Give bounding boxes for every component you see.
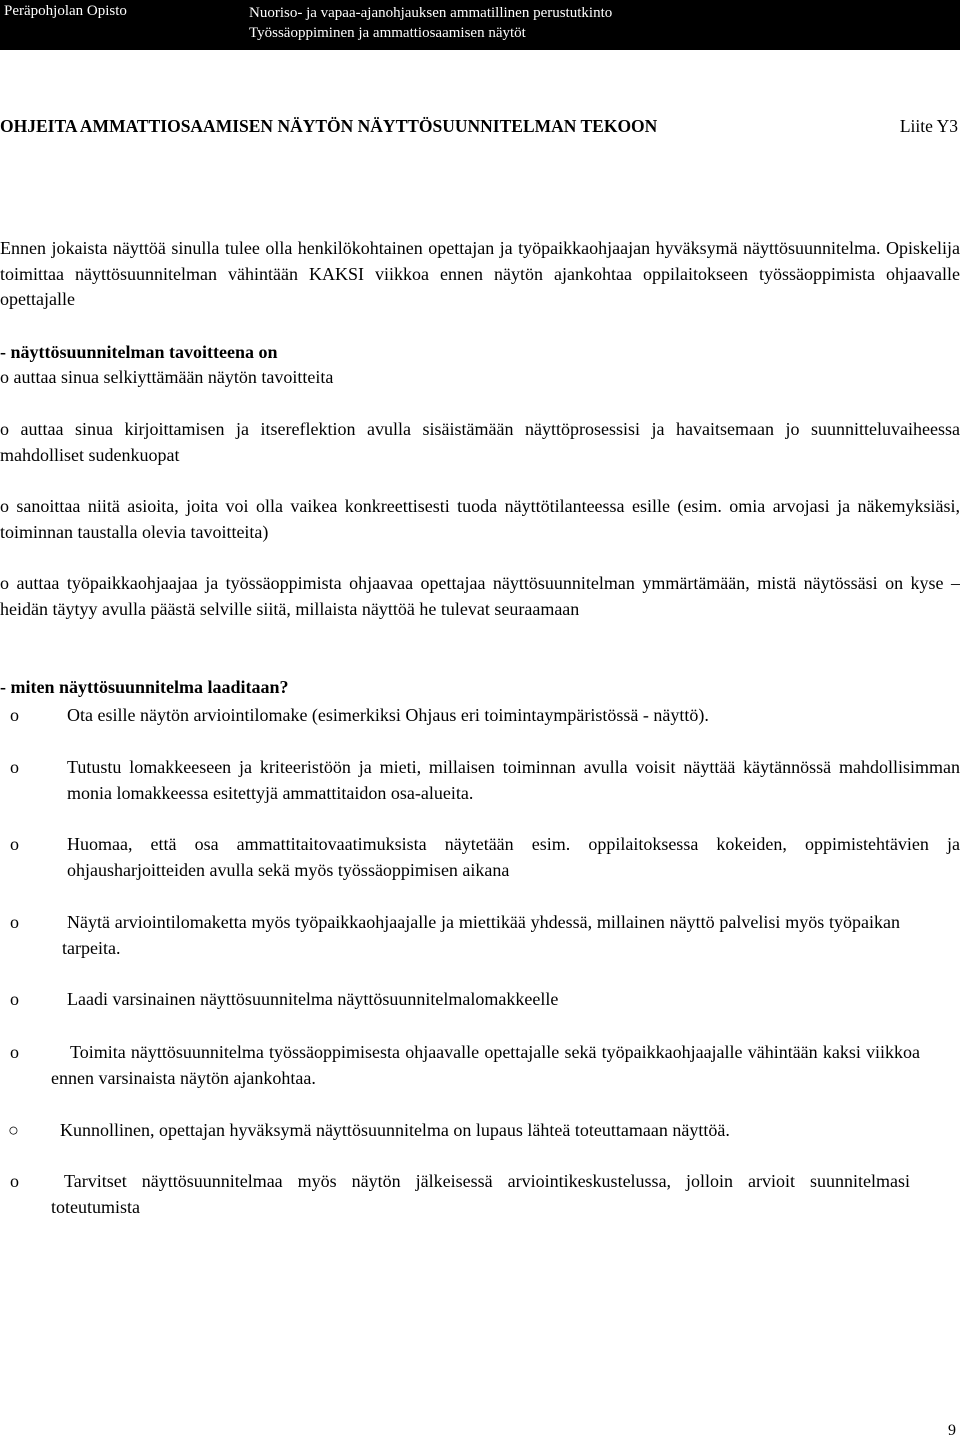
step-item [0, 909, 900, 961]
step-item [0, 1039, 920, 1091]
step-item [0, 1168, 910, 1220]
page-number: 9 [948, 1422, 956, 1439]
step-text: Ota esille näytön arviointilomake (esimerkiksi Ohjaus eri toimintaympäristössä - näyttö). [67, 705, 709, 725]
goal-item: o auttaa työpaikkaohjaajaa ja työssäoppimista ohjaavaa opettajaa näyttösuunnitelman ymmärtämään, mistä näytössäsi on kyse – heidän täytyy avulla päästä selville siitä, millaista näyttöä he tulevat seuraamaan [0, 573, 960, 619]
section1-heading: - näyttösuunnitelman tavoitteena on [0, 342, 278, 362]
step-item [0, 754, 960, 806]
header-course-info [249, 3, 612, 43]
header-organization: Peräpohjolan Opisto [4, 3, 127, 19]
bullet-marker: o [10, 989, 19, 1009]
page-header [0, 0, 960, 50]
header-subtitle: Työssäoppiminen ja ammattiosaamisen näytöt [249, 25, 526, 41]
header-degree: Nuoriso- ja vapaa-ajanohjauksen ammatillinen perustutkinto [249, 5, 613, 21]
step-item [0, 831, 960, 883]
step-text: Kunnollinen, opettajan hyväksymä näyttösuunnitelma on lupaus lähteä toteuttamaan näyttöä. [60, 1120, 730, 1140]
bullet-marker: o [10, 757, 19, 777]
intro-paragraph: Ennen jokaista näyttöä sinulla tulee olla henkilökohtainen opettajan ja työpaikkaohjaajan hyväksymä näyttösuunnitelma. Opiskelija toimittaa näyttösuunnitelman vähintään KAKSI viikkoa ennen näytön ajankohtaa oppilaitokseen työssäoppimista ohjaavalle opettajalle [0, 238, 960, 309]
bullet-marker: o [10, 834, 19, 854]
step-item [0, 986, 900, 1012]
step-item [0, 1117, 920, 1143]
step-text: Huomaa, että osa ammattitaitovaatimuksista näytetään esim. oppilaitoksessa kokeiden, oppimistehtävien ja ohjausharjoitteiden avulla sekä myös työssäoppimisen aikana [67, 834, 960, 880]
goal-item: o auttaa sinua kirjoittamisen ja itsereflektion avulla sisäistämään näyttöprosessisi ja havaitsemaan jo suunnitteluvaiheessa mahdolliset sudenkuopat [0, 419, 960, 465]
step-item [0, 702, 910, 728]
appendix-label: Liite Y3 [899, 116, 958, 136]
document-title: OHJEITA AMMATTIOSAAMISEN NÄYTÖN NÄYTTÖSUUNNITELMAN TEKOON [0, 116, 658, 136]
bullet-marker: o [10, 1171, 19, 1191]
step-text: Tarvitset näyttösuunnitelmaa myös näytön jälkeisessä arviointikeskustelussa, jolloin arvioit suunnitelmasi toteutumista [51, 1171, 910, 1217]
section2-heading: - miten näyttösuunnitelma laaditaan? [0, 677, 289, 697]
bullet-marker: o [10, 705, 19, 725]
bullet-marker: ○ [8, 1120, 19, 1140]
step-text: Laadi varsinainen näyttösuunnitelma näyttösuunnitelmalomakkeelle [67, 989, 559, 1009]
step-text: Tutustu lomakkeeseen ja kriteeristöön ja mieti, millaisen toiminnan avulla voisit näyttää käytännössä mahdollisimman monia lomakkeessa esitettyjä ammattitaidon osa-alueita. [67, 757, 960, 803]
step-text: Näytä arviointilomaketta myös työpaikkaohjaajalle ja miettikää yhdessä, millainen näyttö palvelisi myös työpaikan tarpeita. [62, 912, 900, 958]
bullet-marker: o [10, 1042, 19, 1062]
goal-item: o auttaa sinua selkiyttämään näytön tavoitteita [0, 367, 334, 387]
step-text: Toimita näyttösuunnitelma työssäoppimisesta ohjaavalle opettajalle sekä työpaikkaohjaajalle vähintään kaksi viikkoa ennen varsinaista näytön ajankohtaa. [51, 1042, 920, 1088]
bullet-marker: o [10, 912, 19, 932]
goal-item: o sanoittaa niitä asioita, joita voi olla vaikea konkreettisesti tuoda näyttötilanteessa esille (esim. omia arvojasi ja näkemyksiäsi, toiminnan taustalla olevia tavoitteita) [0, 496, 960, 542]
